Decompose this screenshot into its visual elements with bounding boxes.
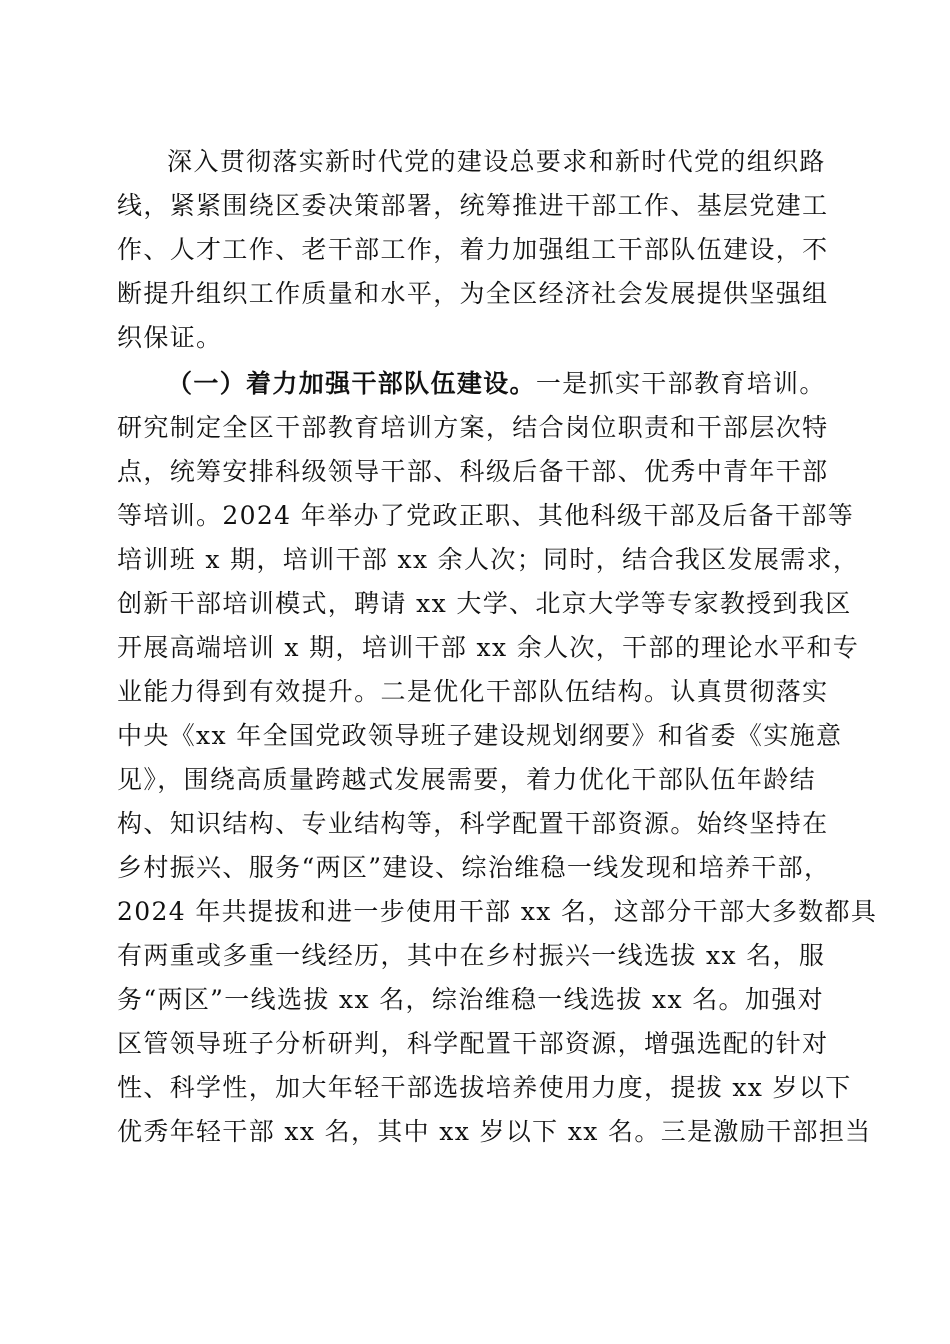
paragraph-2-line-13: 2024 年共提拔和进一步使用干部 xx 名，这部分干部大多数都具 bbox=[117, 897, 878, 926]
paragraph-1-line-1: 深入贯彻落实新时代党的建设总要求和新时代党的组织路 bbox=[167, 147, 826, 176]
paragraph-2-line-1 bbox=[167, 364, 829, 404]
paragraph-1-line-4: 断提升组织工作质量和水平，为全区经济社会发展提供坚强组 bbox=[117, 279, 829, 308]
paragraph-2-line-12: 乡村振兴、服务“两区”建设、综治维稳一线发现和培养干部， bbox=[117, 853, 831, 882]
paragraph-2-line-2: 研究制定全区干部教育培训方案，结合岗位职责和干部层次特 bbox=[117, 413, 829, 442]
paragraph-2-line-3: 点，统筹安排科级领导干部、科级后备干部、优秀中青年干部 bbox=[117, 457, 829, 486]
paragraph-1-line-3: 作、人才工作、老干部工作，着力加强组工干部队伍建设，不 bbox=[117, 235, 829, 264]
paragraph-2-line-15: 务“两区”一线选拔 xx 名，综治维稳一线选拔 xx 名。加强对 bbox=[117, 985, 824, 1014]
paragraph-2-first-line-rest: 一是抓实干部教育培训。 bbox=[535, 369, 826, 398]
paragraph-2-line-8: 业能力得到有效提升。二是优化干部队伍结构。认真贯彻落实 bbox=[117, 677, 829, 706]
paragraph-2-line-4: 等培训。2024 年举办了党政正职、其他科级干部及后备干部等 bbox=[117, 501, 855, 530]
paragraph-2-line-14: 有两重或多重一线经历，其中在乡村振兴一线选拔 xx 名，服 bbox=[117, 941, 826, 970]
paragraph-2-line-5: 培训班 x 期，培训干部 xx 余人次；同时，结合我区发展需求， bbox=[117, 545, 860, 574]
paragraph-1-line-5: 织保证。 bbox=[117, 323, 223, 352]
paragraph-2-line-17: 性、科学性，加大年轻干部选拔培养使用力度，提拔 xx 岁以下 bbox=[117, 1073, 852, 1102]
paragraph-2-line-11: 构、知识结构、专业结构等，科学配置干部资源。始终坚持在 bbox=[117, 809, 829, 838]
paragraph-2-line-6: 创新干部培训模式，聘请 xx 大学、北京大学等专家教授到我区 bbox=[117, 589, 852, 618]
paragraph-1-line-2: 线，紧紧围绕区委决策部署，统筹推进干部工作、基层党建工 bbox=[117, 191, 829, 220]
paragraph-2-line-10: 见》，围绕高质量跨越式发展需要，着力优化干部队伍年龄结 bbox=[117, 765, 816, 794]
paragraph-2-line-7: 开展高端培训 x 期，培训干部 xx 余人次，干部的理论水平和专 bbox=[117, 633, 860, 662]
paragraph-2-line-16: 区管领导班子分析研判，科学配置干部资源，增强选配的针对 bbox=[117, 1029, 829, 1058]
section-heading: （一）着力加强干部队伍建设。 bbox=[167, 369, 536, 398]
paragraph-2-line-18: 优秀年轻干部 xx 名，其中 xx 岁以下 xx 名。三是激励干部担当 bbox=[117, 1117, 872, 1146]
paragraph-2-line-9: 中央《xx 年全国党政领导班子建设规划纲要》和省委《实施意 bbox=[117, 721, 843, 750]
